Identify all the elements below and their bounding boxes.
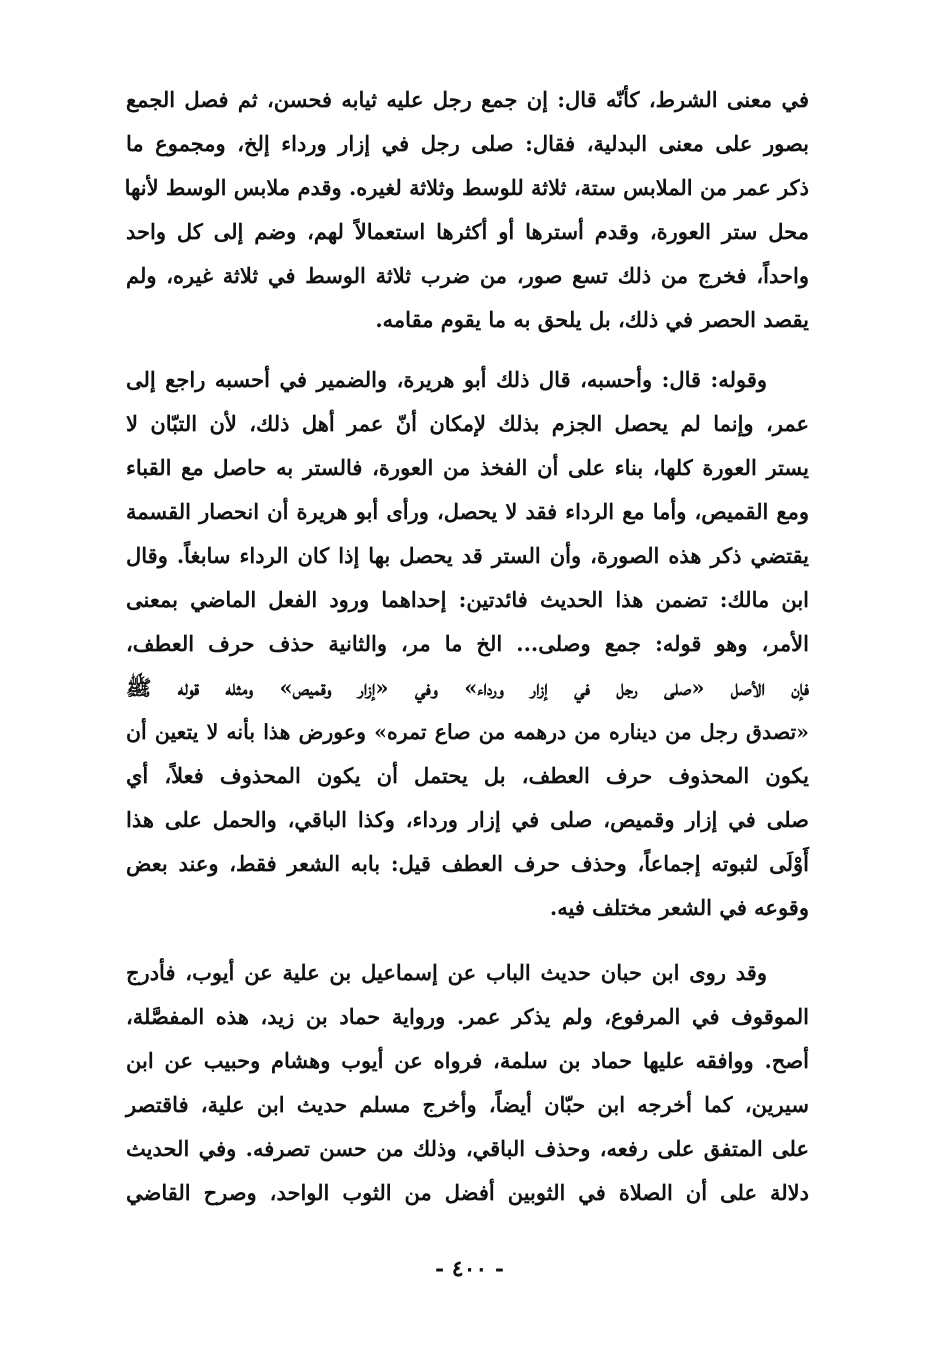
text-line: ابن مالك: تضمن هذا الحديث فائدتين: إحداهما ورود الفعل الماضي بمعنى [126,587,809,612]
text-line: صلى في إزار وقميص، صلى في إزار ورداء، وكذا الباقي، والحمل على هذا [126,807,809,832]
text-line: ومع القميص، وأما مع الرداء فقد لا يحصل، ورأى أبو هريرة أن انحصار القسمة [126,499,809,524]
text-line: سيرين، كما أخرجه ابن حبّان أيضاً، وأخرج مسلم حديث ابن علية، فاقتصر [126,1092,809,1117]
text-line: أَوْلَى لثبوته إجماعاً، وحذف حرف العطف قيل: بابه الشعر فقط، وعند بعض [126,851,809,876]
text-line: واحداً، فخرج من ذلك تسع صور، من ضرب ثلاثة الوسط في ثلاثة غيره، ولم [126,263,809,288]
text-line: يقتضي ذكر هذه الصورة، وأن الستر قد يحصل بها إذا كان الرداء سابغاً. وقال [126,543,809,568]
text-line: وقوعه في الشعر مختلف فيه. [549,895,809,920]
text-line: الأمر، وهو قوله: جمع وصلى... الخ ما مر، والثانية حذف حرف العطف، [126,631,809,656]
text-line: يستر العورة كلها، بناء على أن الفخذ من العورة، فالستر به حاصل مع القباء [126,455,809,480]
page-number: - ٤٠٠ - [434,1256,505,1282]
text-line: عمر، وإنما لم يحصل الجزم بذلك لإمكان أنّ عمر أهل ذلك، لأن التبّان لا [126,411,809,436]
text-line: «تصدق رجل من ديناره من درهمه من صاع تمره» وعورض هذا بأنه لا يتعين أن [126,720,809,744]
text-line: أصح. ووافقه عليها حماد بن سلمة، فرواه عن أيوب وهشام وحبيب عن ابن [126,1048,809,1073]
text-line: على المتفق على رفعه، وحذف الباقي، وذلك من حسن تصرفه. وفي الحديث [126,1136,809,1161]
text-line: دلالة على أن الصلاة في الثوبين أفضل من الثوب الواحد، وصرح القاضي [126,1180,809,1205]
text-line: يكون المحذوف حرف العطف، بل يحتمل أن يكون المحذوف فعلاً، أي [126,763,809,788]
text-line: ذكر عمر من الملابس ستة، ثلاثة للوسط وثلاثة لغيره. وقدم ملابس الوسط لأنها [124,175,809,200]
paragraph-3 [126,951,809,1215]
text-line: وقد روى ابن حبان حديث الباب عن إسماعيل بن علية عن أيوب، فأدرج [126,960,767,985]
text-line: يقصد الحصر في ذلك، بل يلحق به ما يقوم مقامه. [375,307,809,332]
text-line: الموقوف في المرفوع، ولم يذكر عمر. ورواية حماد بن زيد، هذه المفصَّلة، [126,1004,809,1029]
text-line: محل ستر العورة، وقدم أسترها أو أكثرها استعمالاً لهم، وضم إلى كل واحد [126,219,809,244]
text-line: فإن الأصل «صلى رجل في إزار ورداء» وفي «إزار وقميص» ومثله قوله ﷺ [126,675,809,700]
text-line: وقوله: قال: وأحسبه، قال ذلك أبو هريرة، والضمير في أحسبه راجع إلى [126,367,767,392]
paragraph-1 [126,78,809,342]
paragraph-2 [126,358,809,930]
text-line: بصور على معنى البدلية، فقال: صلى رجل في إزار ورداء إلخ، ومجموع ما [126,131,809,156]
text-line: في معنى الشرط، كأنّه قال: إن جمع رجل عليه ثيابه فحسن، ثم فصل الجمع [126,87,809,112]
